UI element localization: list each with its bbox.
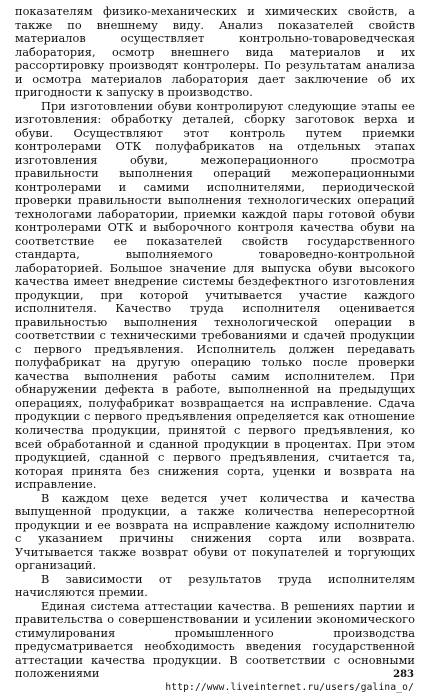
paragraph-1: показателям физико-механических и химических свойств, а также по внешнему виду. Анализ показателей свойств материалов осуществляет контрольно-товароведческая лаборатория, осмотр внешнего вида материалов и их рассортировку производят контролеры. По результатам анализа и осмотра материалов лаборатория дает заключение об их пригодности к запуску в производство. (15, 5, 415, 100)
paragraph-2: При изготовлении обуви контролируют следующие этапы ее изготовления: обработку деталей, сборку заготовок верха и обуви. Осуществляют этот контроль путем приемки контролерами ОТК полуфабрикатов на отдельных этапах изготовления обуви, межоперационного просмотра правильности выполнения операций межоперационными контролерами и самими исполнителями, периодической проверки правильности выполнения технологических операций технологами лаборатории, приемки каждой пары готовой обуви контролерами ОТК и выборочного контроля качества обуви на соответствие ее показателей свойств государственного стандарта, выполняемого товароведно-контрольной лабораторией. Большое значение для выпуска обуви высокого качества имеет внедрение системы бездефектного изготовления продукции, при которой учитывается участие каждого исполнителя. Качество труда исполнителя оценивается правильностью выполнения технологической операции в соответствии с техническими требованиями и сдачей продукции с первого предъявления. Исполнитель должен передавать полуфабрикат на другую операцию только после проверки качества выполнения работы самим исполнителем. При обнаружении дефекта в работе, выполненной на предыдущих операциях, полуфабрикат возвращается на исправление. Сдача продукции с первого предъявления определяется как отношение количества продукции, принятой с первого предъявления, ко всей обработанной и сданной продукции в процентах. При этом продукцией, сданной с первого предъявления, считается та, которая принята без снижения сорта, уценки и возврата на исправление. (15, 99, 415, 492)
page-number: 283 (393, 669, 414, 680)
paragraph-5: Единая система аттестации качества. В решениях партии и правительства о совершенствовании и усилении экономического стимулирования промышленного производства предусматривается необходимость введения государственной аттестации качества продукции. В соответствии с основными положениями (15, 599, 415, 681)
watermark-url: http://www.liveinternet.ru/users/galina_o/ (165, 682, 414, 693)
paragraph-3: В каждом цехе ведется учет количества и качества выпущенной продукции, а также количества непересортной продукции и ее возврата на исправление каждому исполнителю с указанием причины снижения сорта или возврата. Учитывается также возврат обуви от покупателей и торгующих организаций. (15, 491, 415, 573)
document-body (15, 5, 415, 681)
paragraph-4: В зависимости от результатов труда исполнителям начисляются премии. (15, 572, 415, 600)
page-footer (0, 669, 414, 693)
